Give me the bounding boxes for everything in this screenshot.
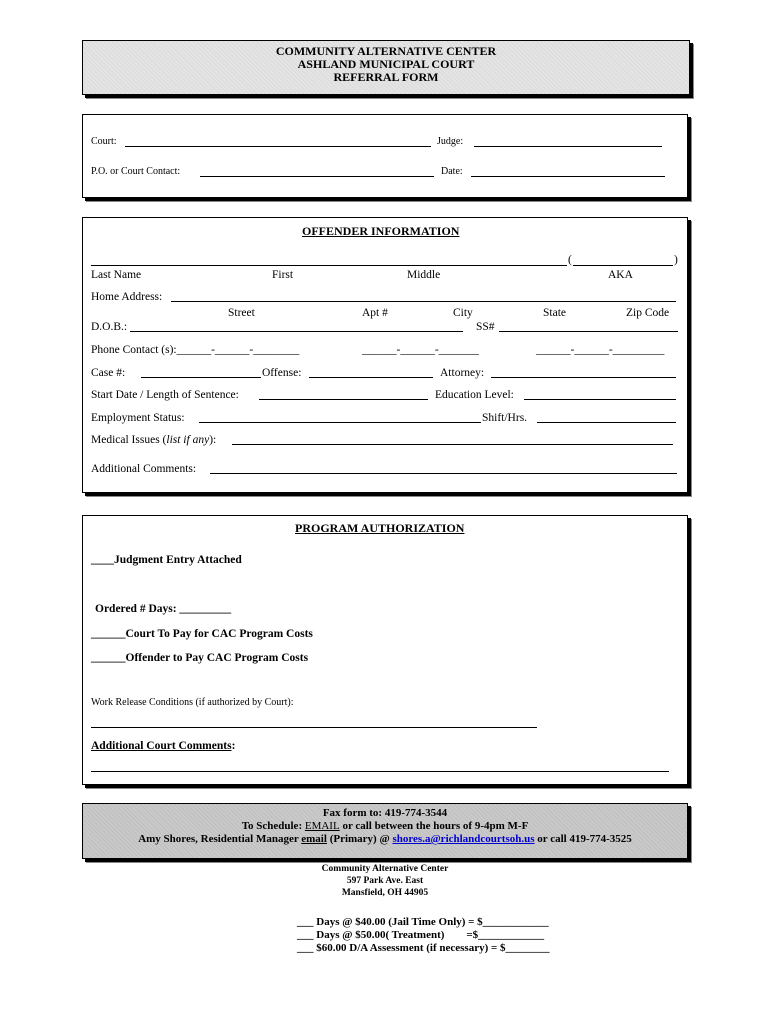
dob-field[interactable]: [130, 321, 463, 332]
attorney-label: Attorney:: [440, 367, 485, 379]
offender-heading: OFFENDER INFORMATION: [302, 224, 460, 238]
contact-email-link[interactable]: shores.a@richlandcourtsoh.us: [392, 833, 535, 845]
additional-court-comments-text: Additional Court Comments: [91, 740, 232, 752]
aka-label: AKA: [608, 269, 633, 281]
offense-field[interactable]: [309, 367, 433, 378]
schedule-line: [83, 820, 687, 833]
full-name-field[interactable]: [91, 255, 567, 266]
fax-info-box: [82, 803, 688, 859]
employment-field[interactable]: [199, 412, 481, 423]
apt-label: Apt #: [362, 307, 388, 319]
additional-court-comments-colon: :: [231, 740, 236, 752]
home-address-label: Home Address:: [91, 291, 163, 303]
additional-comments-field[interactable]: [210, 463, 677, 474]
contact-suffix: or call 419-774-3525: [534, 833, 632, 845]
judge-label: Judge:: [437, 136, 464, 147]
work-release-field[interactable]: [91, 717, 537, 728]
additional-court-comments-label: [91, 739, 235, 753]
state-label: State: [543, 307, 566, 319]
medical-label: [91, 433, 216, 447]
shift-label: Shift/Hrs.: [482, 412, 528, 424]
court-label: Court:: [91, 136, 117, 147]
phone-contact-1[interactable]: Phone Contact (s):______-______-________: [91, 344, 300, 356]
po-contact-field[interactable]: [200, 166, 434, 177]
middle-name-label: Middle: [407, 269, 441, 281]
ss-field[interactable]: [499, 321, 678, 332]
court-pay-line[interactable]: ______Court To Pay for CAC Program Costs: [91, 628, 313, 640]
home-address-field[interactable]: [171, 291, 676, 302]
contact-email-word[interactable]: email: [301, 833, 327, 845]
schedule-email-link[interactable]: EMAIL: [304, 820, 340, 832]
contact-prefix: Amy Shores, Residential Manager: [138, 833, 302, 845]
ss-label: SS#: [476, 321, 495, 333]
medical-label-italic: list if any: [166, 434, 210, 446]
zip-label: Zip Code: [626, 307, 670, 319]
education-field[interactable]: [524, 389, 676, 400]
medical-field[interactable]: [232, 434, 673, 445]
court-info-box: [82, 114, 688, 198]
fax-number-line: Fax form to: 419-774-3544: [322, 807, 448, 819]
ordered-days-line[interactable]: Ordered # Days: _________: [95, 603, 232, 615]
date-label: Date:: [441, 166, 463, 177]
aka-close: ): [674, 254, 678, 266]
schedule-prefix: To Schedule:: [241, 820, 305, 832]
contact-middle: (Primary) @: [326, 833, 393, 845]
title-line-2: ASHLAND MUNICIPAL COURT: [297, 57, 475, 71]
phone-contact-3[interactable]: ______-______-_________: [536, 344, 665, 356]
education-label: Education Level:: [435, 389, 514, 401]
form-title-box: [82, 40, 690, 95]
date-field[interactable]: [471, 166, 665, 177]
program-heading: PROGRAM AUTHORIZATION: [295, 521, 465, 535]
case-label: Case #:: [91, 367, 126, 379]
tally-treatment[interactable]: ___ Days @ $50.00( Treatment) =$____________: [297, 929, 545, 941]
title-line-3: REFERRAL FORM: [333, 70, 439, 84]
center-name: Community Alternative Center: [321, 864, 449, 874]
first-name-label: First: [272, 269, 294, 281]
tally-jail-time[interactable]: ___ Days @ $40.00 (Jail Time Only) = $____________: [297, 916, 549, 928]
shift-field[interactable]: [537, 412, 676, 423]
attorney-field[interactable]: [491, 367, 676, 378]
offender-pay-line[interactable]: ______Offender to Pay CAC Program Costs: [91, 652, 309, 664]
start-date-field[interactable]: [259, 389, 428, 400]
start-date-label: Start Date / Length of Sentence:: [91, 389, 239, 401]
aka-field[interactable]: [573, 255, 673, 266]
aka-open: (: [568, 254, 572, 266]
offense-label: Offense:: [262, 367, 302, 379]
employment-label: Employment Status:: [91, 412, 185, 424]
additional-court-comments-field[interactable]: [91, 761, 669, 772]
phone-contact-2[interactable]: ______-______-_______: [362, 344, 479, 356]
medical-label-text: Medical Issues (: [91, 434, 167, 446]
street-label: Street: [228, 307, 255, 319]
last-name-label: Last Name: [91, 269, 142, 281]
tally-da-assessment[interactable]: ___ $60.00 D/A Assessment (if necessary) = $________: [297, 942, 550, 954]
judgment-entry-line[interactable]: ____Judgment Entry Attached: [91, 554, 242, 566]
title-line-1: COMMUNITY ALTERNATIVE CENTER: [275, 44, 497, 58]
contact-line: [83, 833, 687, 846]
center-city: Mansfield, OH 44905: [341, 888, 429, 898]
additional-comments-label: Additional Comments:: [91, 463, 197, 475]
medical-label-end: ):: [209, 434, 217, 446]
city-label: City: [453, 307, 473, 319]
judge-field[interactable]: [474, 136, 662, 147]
work-release-label: Work Release Conditions (if authorized by Court):: [91, 697, 294, 708]
court-field[interactable]: [125, 136, 431, 147]
center-street: 597 Park Ave. East: [346, 876, 424, 886]
po-contact-label: P.O. or Court Contact:: [91, 166, 181, 177]
case-field[interactable]: [141, 367, 261, 378]
schedule-suffix: or call between the hours of 9-4pm M-F: [339, 820, 529, 832]
dob-label: D.O.B.:: [91, 321, 128, 333]
